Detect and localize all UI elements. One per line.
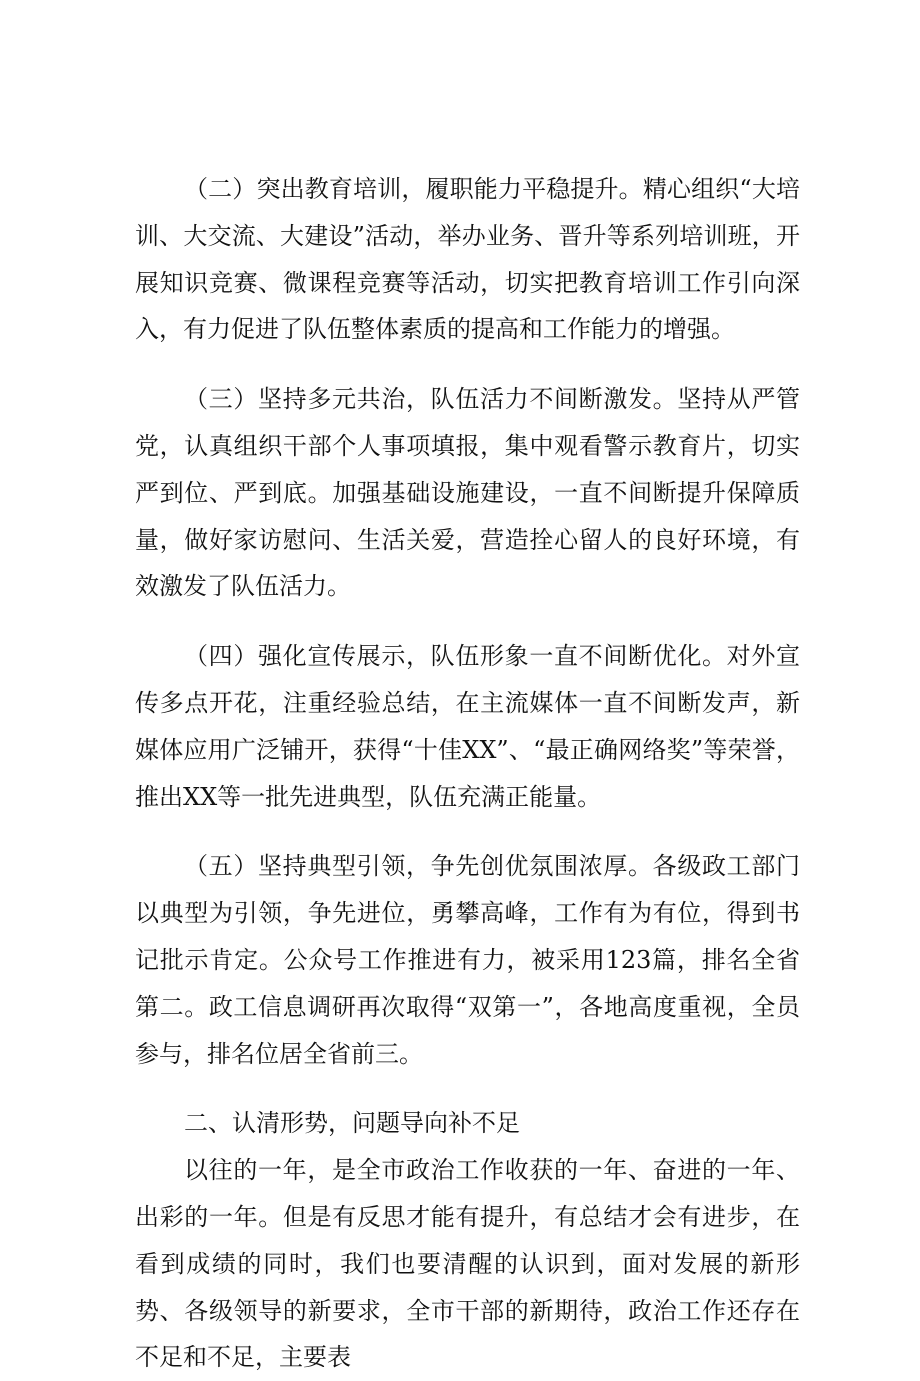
paragraph-role-models: （五）坚持典型引领，争先创优氛围浓厚。各级政工部门以典型为引领，争先进位，勇攀高峰，工作有为有位，得到书记批示肯定。公众号工作推进有力，被采用123篇，排名全省第二。政工信息调研再次取得“双第一”，各地高度重视，全员参与，排名位居全省前三。	[135, 852, 800, 1068]
paragraph-publicity: （四）强化宣传展示，队伍形象一直不间断优化。对外宣传多点开花，注重经验总结，在主流媒体一直不间断发声，新媒体应用广泛铺开，获得“十佳XX”、“最正确网络奖”等荣誉，推出XX等一批先进典型，队伍充满正能量。	[135, 642, 800, 811]
section-heading: 二、认清形势，问题导向补不足	[184, 1109, 520, 1138]
paragraph-team-vitality: （三）坚持多元共治，队伍活力不间断激发。坚持从严管党，认真组织干部个人事项填报，集中观看警示教育片，切实严到位、严到底。加强基础设施建设，一直不间断提升保障质量，做好家访慰问、生活关爱，营造拴心留人的良好环境，有效激发了队伍活力。	[135, 385, 800, 601]
document-body	[135, 166, 800, 1381]
paragraph-education-training: （二）突出教育培训，履职能力平稳提升。精心组织“大培训、大交流、大建设”活动，举办业务、晋升等系列培训班，开展知识竞赛、微课程竞赛等活动，切实把教育培训工作引向深入，有力促进了队伍整体素质的提高和工作能力的增强。	[135, 175, 800, 344]
paragraph-situation: 以往的一年，是全市政治工作收获的一年、奋进的一年、出彩的一年。但是有反思才能有提升，有总结才会有进步，在看到成绩的同时，我们也要清醒的认识到，面对发展的新形势、各级领导的新要求，全市干部的新期待，政治工作还存在不足和不足，主要表	[135, 1156, 800, 1372]
